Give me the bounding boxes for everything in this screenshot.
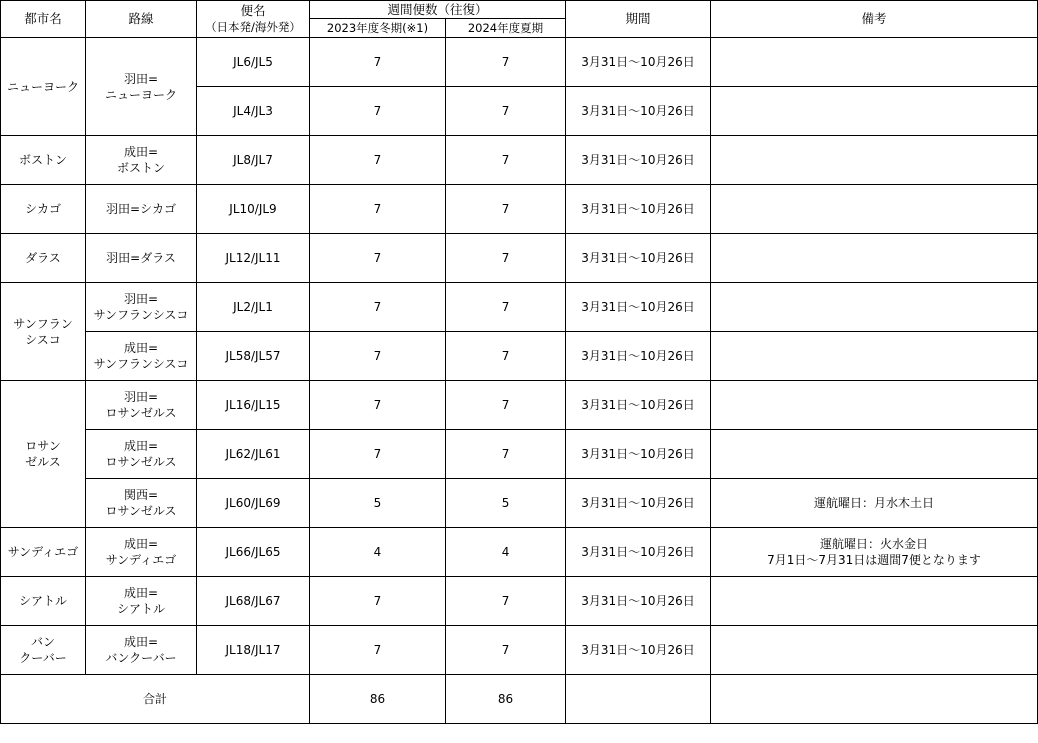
notes-cell	[711, 332, 1038, 381]
route-line: サンフランシスコ	[93, 308, 189, 322]
notes-cell	[711, 234, 1038, 283]
notes-line: 運航曜日：月水木土日	[814, 496, 935, 510]
header-weekly: 週間便数（往復）	[310, 1, 566, 19]
notes-cell	[711, 381, 1038, 430]
route-line: ニューヨーク	[104, 87, 177, 102]
table-row	[1, 577, 1038, 626]
notes-cell	[711, 87, 1038, 136]
route-line: サンフランシスコ	[93, 357, 189, 371]
route-cell	[86, 185, 197, 234]
period-cell: 3月31日～10月26日	[566, 332, 711, 381]
route-cell	[86, 528, 197, 577]
winter-cell: 7	[310, 38, 446, 87]
total-period-cell	[566, 675, 711, 724]
notes-cell	[711, 528, 1038, 577]
table-row	[1, 626, 1038, 675]
summer-cell: 7	[446, 332, 566, 381]
route-line: 関西=	[123, 488, 159, 502]
city-cell: ボストン	[1, 136, 86, 185]
flight-cell: JL66/JL65	[197, 528, 310, 577]
flight-cell: JL4/JL3	[197, 87, 310, 136]
notes-cell	[711, 430, 1038, 479]
header-flight-sub: （日本発/海外発）	[205, 20, 301, 34]
flight-cell: JL10/JL9	[197, 185, 310, 234]
route-cell	[86, 577, 197, 626]
summer-cell: 7	[446, 430, 566, 479]
period-cell: 3月31日～10月26日	[566, 185, 711, 234]
winter-cell: 7	[310, 234, 446, 283]
total-row	[1, 675, 1038, 724]
route-line: ロサンゼルス	[105, 406, 177, 420]
notes-cell	[711, 577, 1038, 626]
table-row	[1, 38, 1038, 87]
route-line: 羽田=ダラス	[106, 251, 176, 265]
flight-cell: JL62/JL61	[197, 430, 310, 479]
route-cell	[86, 38, 197, 136]
table-row	[1, 185, 1038, 234]
header-notes: 備考	[711, 1, 1038, 38]
route-line: バンクーバー	[105, 651, 177, 665]
flight-cell: JL2/JL1	[197, 283, 310, 332]
period-cell: 3月31日～10月26日	[566, 430, 711, 479]
table-row	[1, 234, 1038, 283]
summer-cell: 7	[446, 185, 566, 234]
flight-cell: JL58/JL57	[197, 332, 310, 381]
period-cell: 3月31日～10月26日	[566, 381, 711, 430]
winter-cell: 7	[310, 381, 446, 430]
summer-cell: 7	[446, 136, 566, 185]
route-line: ロサンゼルス	[105, 455, 177, 469]
route-line: 成田=	[123, 635, 159, 649]
summer-cell: 5	[446, 479, 566, 528]
period-cell: 3月31日～10月26日	[566, 577, 711, 626]
notes-cell	[711, 38, 1038, 87]
winter-cell: 4	[310, 528, 446, 577]
route-line: 羽田=	[123, 71, 159, 86]
notes-line: 運航曜日：火水金日	[820, 537, 929, 551]
city-cell: シアトル	[1, 577, 86, 626]
route-line: ロサンゼルス	[105, 504, 177, 518]
period-cell: 3月31日～10月26日	[566, 283, 711, 332]
route-line: 成田=	[123, 341, 159, 355]
winter-cell: 7	[310, 283, 446, 332]
winter-cell: 7	[310, 136, 446, 185]
winter-cell: 7	[310, 626, 446, 675]
city-line: バン	[30, 635, 55, 649]
table-row	[1, 136, 1038, 185]
period-cell: 3月31日～10月26日	[566, 479, 711, 528]
summer-cell: 7	[446, 38, 566, 87]
route-cell	[86, 136, 197, 185]
header-period: 期間	[566, 1, 711, 38]
header-route: 路線	[86, 1, 197, 38]
route-cell	[86, 283, 197, 332]
period-cell: 3月31日～10月26日	[566, 87, 711, 136]
city-line: サンフラン	[13, 316, 73, 331]
period-cell: 3月31日～10月26日	[566, 136, 711, 185]
flight-cell: JL12/JL11	[197, 234, 310, 283]
city-cell: ダラス	[1, 234, 86, 283]
header-city: 都市名	[1, 1, 86, 38]
city-line: シスコ	[25, 332, 61, 347]
city-cell: サンディエゴ	[1, 528, 86, 577]
route-line: 羽田=シカゴ	[105, 202, 177, 216]
notes-line: 7月1日～7月31日は週間7便となります	[767, 553, 981, 567]
notes-cell	[711, 136, 1038, 185]
flight-cell: JL60/JL69	[197, 479, 310, 528]
route-cell	[86, 332, 197, 381]
route-line: 成田=	[123, 537, 159, 551]
summer-cell: 7	[446, 234, 566, 283]
winter-cell: 7	[310, 577, 446, 626]
header-summer: 2024年度夏期	[446, 19, 566, 38]
route-line: シアトル	[116, 602, 165, 616]
flight-cell: JL18/JL17	[197, 626, 310, 675]
total-winter: 86	[310, 675, 446, 724]
notes-cell	[711, 479, 1038, 528]
route-line: ボストン	[116, 161, 165, 175]
table-row	[1, 479, 1038, 528]
route-line: 羽田=	[123, 390, 159, 404]
winter-cell: 5	[310, 479, 446, 528]
city-cell: シカゴ	[1, 185, 86, 234]
summer-cell: 7	[446, 381, 566, 430]
period-cell: 3月31日～10月26日	[566, 234, 711, 283]
summer-cell: 7	[446, 87, 566, 136]
table-row	[1, 381, 1038, 430]
total-notes-cell	[711, 675, 1038, 724]
city-line: クーバー	[19, 651, 67, 665]
route-line: 成田=	[123, 586, 159, 600]
route-cell	[86, 381, 197, 430]
table-row	[1, 528, 1038, 577]
route-line: 羽田=	[123, 292, 159, 306]
flight-cell: JL8/JL7	[197, 136, 310, 185]
notes-cell	[711, 185, 1038, 234]
route-line: サンディエゴ	[105, 553, 177, 567]
city-cell	[1, 626, 86, 675]
header-flight-label: 便名	[240, 3, 266, 18]
summer-cell: 7	[446, 577, 566, 626]
total-label: 合計	[1, 675, 310, 724]
route-cell	[86, 626, 197, 675]
header-winter: 2023年度冬期(※1)	[310, 19, 446, 38]
summer-cell: 4	[446, 528, 566, 577]
winter-cell: 7	[310, 185, 446, 234]
flight-cell: JL68/JL67	[197, 577, 310, 626]
winter-cell: 7	[310, 430, 446, 479]
table-row	[1, 283, 1038, 332]
period-cell: 3月31日～10月26日	[566, 528, 711, 577]
route-cell	[86, 430, 197, 479]
flight-cell: JL6/JL5	[197, 38, 310, 87]
table-row	[1, 430, 1038, 479]
winter-cell: 7	[310, 332, 446, 381]
period-cell: 3月31日～10月26日	[566, 38, 711, 87]
city-cell	[1, 381, 86, 528]
city-line: ロサン	[25, 439, 61, 453]
notes-cell	[711, 626, 1038, 675]
route-line: 成田=	[123, 439, 159, 453]
summer-cell: 7	[446, 283, 566, 332]
winter-cell: 7	[310, 87, 446, 136]
route-line: 成田=	[123, 145, 159, 159]
route-cell	[86, 479, 197, 528]
flight-cell: JL16/JL15	[197, 381, 310, 430]
city-cell: ニューヨーク	[1, 38, 86, 136]
header-flight	[197, 1, 310, 38]
summer-cell: 7	[446, 626, 566, 675]
total-summer: 86	[446, 675, 566, 724]
period-cell: 3月31日～10月26日	[566, 626, 711, 675]
city-cell	[1, 283, 86, 381]
route-cell	[86, 234, 197, 283]
notes-cell	[711, 283, 1038, 332]
city-line: ゼルス	[25, 455, 61, 469]
table-row	[1, 332, 1038, 381]
